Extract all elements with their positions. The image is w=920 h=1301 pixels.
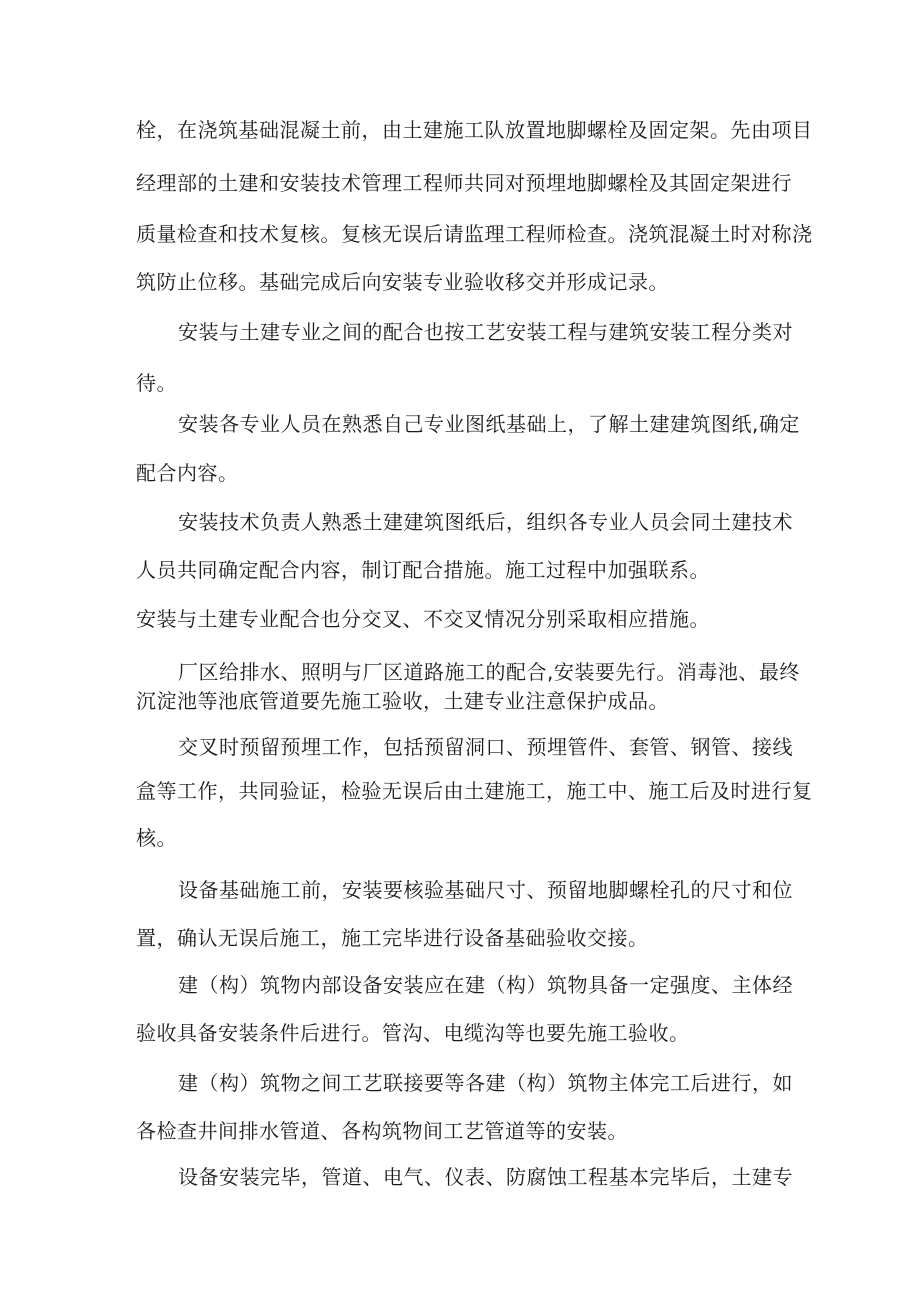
paragraph-line: 建（构）筑物之间工艺联接要等各建（构）筑物主体完工后进行，如 [178,1071,793,1095]
paragraph-line: 厂区给排水、照明与厂区道路施工的配合,安装要先行。消毒池、最终 [178,660,800,684]
paragraph-line: 安装各专业人员在熟悉自己专业图纸基础上，了解土建建筑图纸,确定 [178,412,800,436]
paragraph-line: 建（构）筑物内部设备安装应在建（构）筑物具备一定强度、主体经 [178,973,793,997]
paragraph-line: 盒等工作，共同验证，检验无误后由土建施工，施工中、施工后及时进行复 [136,779,813,803]
paragraph-line: 安装与土建专业配合也分交叉、不交叉情况分别采取相应措施。 [136,607,710,631]
paragraph-line: 核。 [136,826,177,850]
paragraph-line: 经理部的土建和安装技术管理工程师共同对预埋地脚螺栓及其固定架进行 [136,171,792,195]
paragraph-line: 待。 [136,371,177,395]
paragraph-line: 栓，在浇筑基础混凝土前，由土建施工队放置地脚螺栓及固定架。先由项目 [136,118,813,142]
paragraph-line: 安装与土建专业之间的配合也按工艺安装工程与建筑安装工程分类对 [178,320,793,344]
paragraph-line: 安装技术负责人熟悉土建建筑图纸后，组织各专业人员会同土建技术 [178,510,793,534]
paragraph-line: 置，确认无误后施工，施工完毕进行设备基础验收交接。 [136,926,649,950]
paragraph-line: 沉淀池等池底管道要先施工验收，土建专业注意保护成品。 [136,689,669,713]
paragraph-line: 设备安装完毕，管道、电气、仪表、防腐蚀工程基本完毕后，土建专 [178,1165,793,1189]
paragraph-line: 人员共同确定配合内容，制订配合措施。施工过程中加强联系。 [136,558,710,582]
paragraph-line: 配合内容。 [136,461,239,485]
paragraph-line: 质量检查和技术复核。复核无误后请监理工程师检查。浇筑混凝土时对称浇 [136,222,813,246]
paragraph-line: 交叉时预留预埋工作，包括预留洞口、预埋管件、套管、钢管、接线 [178,735,793,759]
paragraph-line: 各检查井间排水管道、各构筑物间工艺管道等的安装。 [136,1119,628,1143]
paragraph-line: 验收具备安装条件后进行。管沟、电缆沟等也要先施工验收。 [136,1021,690,1045]
paragraph-line: 设备基础施工前，安装要核验基础尺寸、预留地脚螺栓孔的尺寸和位 [178,878,793,902]
paragraph-line: 筑防止位移。基础完成后向安装专业验收移交并形成记录。 [136,270,669,294]
